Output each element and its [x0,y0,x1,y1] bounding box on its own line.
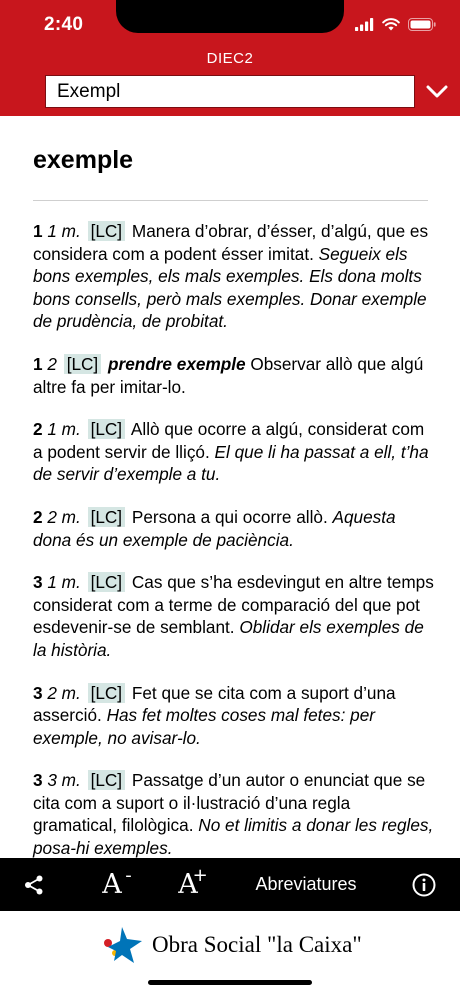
sense-subnumber: 1 m. [47,221,81,241]
definition-content[interactable] [0,116,460,858]
sense-number: 2 [33,419,43,440]
signal-icon [355,18,374,31]
sense-definition: Cas que s’ha esdevingut en altre temps considerat com a terme de comparació del que pot esdevenir-se de semblant. [33,572,434,638]
sense-number: 1 [33,353,43,374]
device-notch [116,0,344,33]
app-header [0,0,460,116]
star-logo [102,925,146,965]
sense-subnumber: 3 m. [47,770,81,791]
font-decrease-button[interactable] [92,858,132,911]
dropdown-button[interactable] [422,78,452,106]
share-button[interactable] [14,858,54,911]
sense-example: Segueix els bons exemples, els mals exemples. Els dona molts bons consells, però mals exemples. Donar exemple de prudència, de probitat. [33,243,427,332]
sense-subnumber: 2 m. [47,506,81,527]
register-tag: [LC] [88,507,126,527]
abbreviations-button[interactable]: Abreviatures [255,874,357,894]
info-icon [412,873,436,897]
home-indicator[interactable] [148,980,312,985]
sense-number: 3 [33,770,43,791]
sense-entry [33,769,435,858]
sense-number: 3 [33,682,43,703]
sense-definition: Manera d’obrar, d’ésser, d’algú, que es considera com a podent ésser imitat. [33,221,429,264]
search-input[interactable] [45,75,415,108]
sense-entry [33,353,435,398]
register-tag: [LC] [88,221,126,241]
sense-definition: Fet que se cita com a suport d’una asserció. [33,682,396,726]
register-tag: [LC] [88,419,126,439]
sponsor-text: Obra Social "la Caixa" [152,932,362,957]
register-tag: [LC] [88,770,126,790]
font-decrease-icon: A - [102,865,132,900]
register-tag: [LC] [88,683,126,703]
sense-number: 2 [33,506,43,527]
sense-example: El que li ha passat a ell, t’ha de servir d’exemple a tu. [33,441,429,485]
info-button[interactable] [406,858,442,911]
app-title: DIEC2 [206,50,254,67]
sense-subnumber: 2 [47,353,57,374]
sense-example: Aquesta dona és un exemple de paciència. [33,506,396,550]
sense-entry [33,571,435,661]
status-bar [0,0,460,50]
wifi-icon [382,18,400,31]
sponsor-banner[interactable] [102,925,362,965]
register-tag: [LC] [88,572,126,592]
register-tag: [LC] [64,354,102,374]
sponsor-footer [0,911,460,996]
sense-subnumber: 1 m. [47,419,81,440]
divider [33,200,428,201]
sense-definition: Observar allò que algú altre fa per imitar-lo. [33,353,424,397]
sense-definition: Passatge d’un autor o enunciat que se cita com a suport o il·lustració d’una regla gramatical, filològica. [33,770,426,836]
sense-list [33,220,435,858]
sense-entry [33,220,435,333]
sense-example: No et limitis a donar les regles, posa-hi exemples. [33,815,434,858]
entry-headword: exemple [33,146,134,174]
sense-number: 1 [33,221,43,241]
sense-entry [33,506,435,551]
sense-number: 3 [33,572,43,593]
sense-definition: Allò que ocorre a algú, considerat com a podent servir de lliçó. [33,419,425,462]
font-increase-icon: A + [178,865,208,900]
status-time: 2:40 [44,14,84,35]
bottom-toolbar [0,858,460,911]
sense-entry [33,418,435,486]
phrase-headword: prendre exemple [108,353,246,374]
sense-example: Has fet moltes coses mal fetes: per exemple, no avisar-lo. [33,705,375,748]
sense-subnumber: 2 m. [47,682,81,703]
sense-entry [33,682,435,750]
sense-definition: Persona a qui ocorre allò. [131,506,328,527]
chevron-down-icon [426,85,448,99]
share-icon [23,874,45,896]
sense-example: Oblidar els exemples de la història. [33,617,424,660]
status-icons [355,14,436,34]
sense-subnumber: 1 m. [47,572,81,593]
font-increase-button[interactable] [168,858,208,911]
battery-icon [408,18,436,31]
